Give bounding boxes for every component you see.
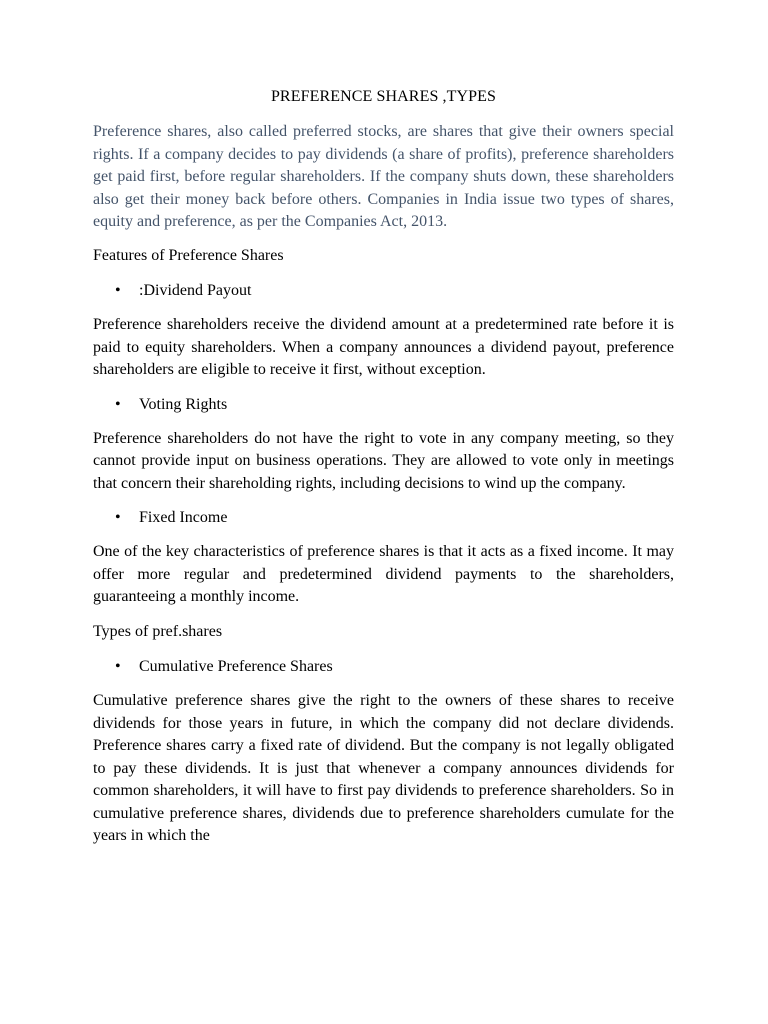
- feature-bullet-fixed-income: [93, 507, 674, 529]
- features-heading: Features of Preference Shares: [93, 246, 284, 264]
- document-title: PREFERENCE SHARES ,TYPES: [270, 88, 497, 105]
- type-bullet-cumulative: [93, 656, 674, 678]
- feature-bullet-voting-rights: [93, 394, 674, 416]
- intro-paragraph: Preference shares, also called preferred stocks, are shares that give their owners special rights. If a company decides to pay dividends (a share of profits), preference shareholders get paid first, before regular shareholders. If the company shuts down, these shareholders also get their money back before others. Companies in India issue two types of shares, equity and preference, as per the Companies Act, 2013.: [93, 123, 674, 230]
- bullet-icon: •: [115, 658, 121, 675]
- types-heading: Types of pref.shares: [93, 622, 223, 640]
- feature-body-dividend-payout: Preference shareholders receive the dividend amount at a predetermined rate before it is paid to equity shareholders. When a company announces a dividend payout, preference shareholders are eligible to receive it first, without exception.: [93, 316, 674, 378]
- type-title: Cumulative Preference Shares: [139, 658, 333, 675]
- feature-bullet-dividend-payout: [93, 280, 674, 302]
- document-page: [93, 86, 674, 860]
- feature-title: Voting Rights: [139, 395, 228, 413]
- feature-body-voting-rights: Preference shareholders do not have the right to vote in any company meeting, so they cannot provide input on business operations. They are allowed to vote only in meetings that concern their shareholding rights, including decisions to wind up the company.: [93, 429, 674, 492]
- feature-body-fixed-income: One of the key characteristics of preference shares is that it acts as a fixed income. It may offer more regular and predetermined dividend payments to the shareholders, guaranteeing a monthly income.: [93, 543, 674, 605]
- bullet-icon: •: [115, 395, 121, 413]
- bullet-icon: •: [115, 282, 121, 299]
- type-body-cumulative: Cumulative preference shares give the right to the owners of these shares to receive dividends for those years in future, in which the company did not declare dividends. Preference shares carry a fixed rate of dividend. But the company is not legally obligated to pay these dividends. It is just that whenever a company announces dividends for common shareholders, it will have to first pay dividends to preference shareholders. So in cumulative preference shares, dividends due to preference shareholders cumulate for the years in which the: [93, 692, 674, 844]
- feature-title: :Dividend Payout: [139, 282, 252, 299]
- feature-title: Fixed Income: [139, 509, 228, 526]
- bullet-icon: •: [115, 509, 121, 526]
